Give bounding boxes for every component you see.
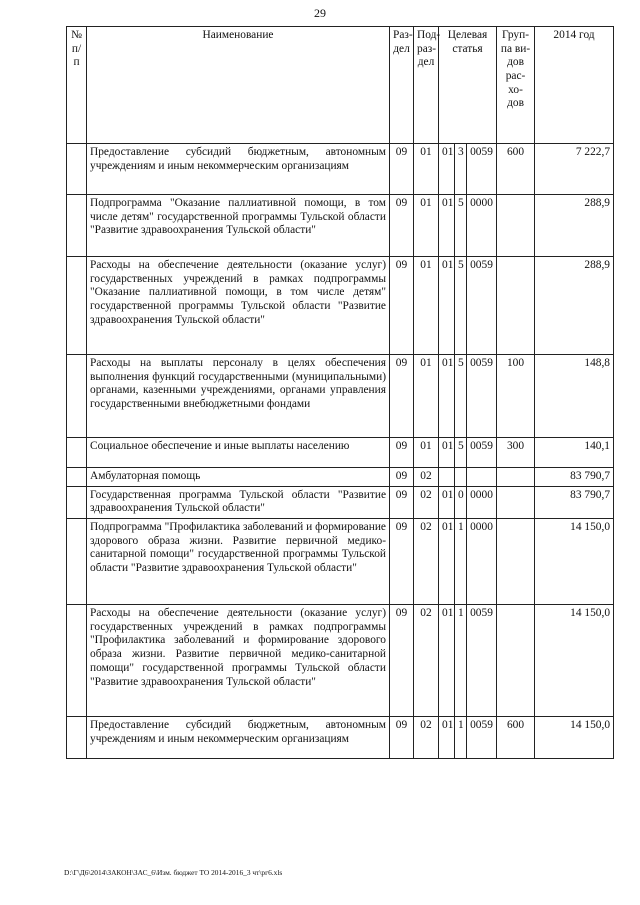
header-name: Наименование bbox=[87, 27, 390, 144]
row-target-1: 01 bbox=[439, 717, 455, 759]
row-target-3: 0059 bbox=[467, 257, 497, 355]
row-target-3: 0059 bbox=[467, 144, 497, 195]
row-target-1: 01 bbox=[439, 438, 455, 468]
row-amount: 14 150,0 bbox=[535, 519, 614, 605]
row-podrazdel: 01 bbox=[414, 195, 439, 257]
row-amount: 83 790,7 bbox=[535, 486, 614, 518]
row-target-2: 0 bbox=[455, 486, 467, 518]
row-razdel: 09 bbox=[390, 486, 414, 518]
row-name: Государственная программа Тульской области "Развитие здравоохранения Тульской области" bbox=[87, 486, 390, 518]
budget-table bbox=[66, 26, 614, 759]
row-target-1: 01 bbox=[439, 486, 455, 518]
row-num-cell bbox=[67, 519, 87, 605]
row-group bbox=[497, 468, 535, 487]
row-target-1: 01 bbox=[439, 195, 455, 257]
row-target-2: 1 bbox=[455, 717, 467, 759]
table-row bbox=[67, 195, 614, 257]
row-name: Расходы на обеспечение деятельности (оказание услуг) государственных учреждений в рамках подпрограммы "Профилактика заболеваний и формирование здорового образа жизни. Развитие первичной медико-санитарной помощи" государственной программы Тульской области "Развитие здравоохранения Тульской области" bbox=[87, 605, 390, 717]
row-razdel: 09 bbox=[390, 468, 414, 487]
table-row bbox=[67, 605, 614, 717]
row-target-2: 5 bbox=[455, 438, 467, 468]
row-target-3: 0059 bbox=[467, 355, 497, 438]
row-podrazdel: 02 bbox=[414, 717, 439, 759]
row-podrazdel: 02 bbox=[414, 468, 439, 487]
header-podrazdel: Под-раз-дел bbox=[414, 27, 439, 144]
row-num-cell bbox=[67, 605, 87, 717]
header-row bbox=[67, 27, 614, 144]
row-num-cell bbox=[67, 257, 87, 355]
row-podrazdel: 01 bbox=[414, 144, 439, 195]
table-row bbox=[67, 438, 614, 468]
row-group: 100 bbox=[497, 355, 535, 438]
row-target-1: 01 bbox=[439, 257, 455, 355]
row-target-1 bbox=[439, 468, 455, 487]
header-target: Целевая статья bbox=[439, 27, 497, 144]
row-target-2: 5 bbox=[455, 355, 467, 438]
row-group bbox=[497, 486, 535, 518]
row-target-2 bbox=[455, 468, 467, 487]
row-razdel: 09 bbox=[390, 519, 414, 605]
row-target-1: 01 bbox=[439, 144, 455, 195]
row-target-2: 3 bbox=[455, 144, 467, 195]
row-podrazdel: 01 bbox=[414, 257, 439, 355]
row-podrazdel: 02 bbox=[414, 486, 439, 518]
row-name: Подпрограмма "Оказание паллиативной помощи, в том числе детям" государственной программы Тульской области "Развитие здравоохранения Тульской области" bbox=[87, 195, 390, 257]
row-amount: 140,1 bbox=[535, 438, 614, 468]
row-target-2: 1 bbox=[455, 605, 467, 717]
table-body bbox=[67, 144, 614, 759]
row-num-cell bbox=[67, 195, 87, 257]
row-num-cell bbox=[67, 486, 87, 518]
row-name: Предоставление субсидий бюджетным, автономным учреждениям и иным некоммерческим организациям bbox=[87, 717, 390, 759]
row-group: 600 bbox=[497, 144, 535, 195]
row-razdel: 09 bbox=[390, 355, 414, 438]
row-group bbox=[497, 257, 535, 355]
row-name: Подпрограмма "Профилактика заболеваний и формирование здорового образа жизни. Развитие первичной медико-санитарной помощи" государственной программы Тульской области "Развитие здравоохранения Тульской области" bbox=[87, 519, 390, 605]
row-name: Расходы на выплаты персоналу в целях обеспечения выполнения функций государственными (муниципальными) органами, казенными учреждениями, органами управления государственными внебюджетными фондами bbox=[87, 355, 390, 438]
page-number: 29 bbox=[314, 6, 326, 20]
row-podrazdel: 01 bbox=[414, 438, 439, 468]
row-amount: 14 150,0 bbox=[535, 717, 614, 759]
row-num-cell bbox=[67, 144, 87, 195]
table-row bbox=[67, 257, 614, 355]
row-target-2: 1 bbox=[455, 519, 467, 605]
row-group bbox=[497, 195, 535, 257]
row-name: Предоставление субсидий бюджетным, автономным учреждениям и иным некоммерческим организациям bbox=[87, 144, 390, 195]
header-group: Груп-па ви-дов рас-хо-дов bbox=[497, 27, 535, 144]
row-amount: 83 790,7 bbox=[535, 468, 614, 487]
table-row bbox=[67, 717, 614, 759]
row-target-1: 01 bbox=[439, 519, 455, 605]
row-razdel: 09 bbox=[390, 257, 414, 355]
row-num-cell bbox=[67, 468, 87, 487]
row-target-1: 01 bbox=[439, 605, 455, 717]
row-group: 300 bbox=[497, 438, 535, 468]
row-podrazdel: 01 bbox=[414, 355, 439, 438]
file-path-footer: D:\Г\Д6\2014\ЗАКОН\ЗАС_6\Изм. бюджет ТО 2014-2016_3 чт\рг6.xls bbox=[64, 868, 283, 877]
header-year: 2014 год bbox=[535, 27, 614, 144]
row-num-cell bbox=[67, 355, 87, 438]
row-target-3: 0059 bbox=[467, 717, 497, 759]
row-razdel: 09 bbox=[390, 438, 414, 468]
row-group bbox=[497, 605, 535, 717]
row-name: Расходы на обеспечение деятельности (оказание услуг) государственных учреждений в рамках подпрограммы "Оказание паллиативной помощи, в том числе детям" государственной программы Тульской области "Развитие здравоохранения Тульской области" bbox=[87, 257, 390, 355]
row-razdel: 09 bbox=[390, 144, 414, 195]
table-row bbox=[67, 144, 614, 195]
row-target-2: 5 bbox=[455, 195, 467, 257]
row-target-3: 0000 bbox=[467, 519, 497, 605]
row-num-cell bbox=[67, 717, 87, 759]
table-row bbox=[67, 519, 614, 605]
row-amount: 14 150,0 bbox=[535, 605, 614, 717]
table-row bbox=[67, 486, 614, 518]
row-group bbox=[497, 519, 535, 605]
row-razdel: 09 bbox=[390, 605, 414, 717]
row-podrazdel: 02 bbox=[414, 519, 439, 605]
table-row bbox=[67, 468, 614, 487]
header-num: № п/п bbox=[67, 27, 87, 144]
row-target-3: 0059 bbox=[467, 605, 497, 717]
row-target-3: 0000 bbox=[467, 195, 497, 257]
row-group: 600 bbox=[497, 717, 535, 759]
row-target-1: 01 bbox=[439, 355, 455, 438]
row-target-3: 0000 bbox=[467, 486, 497, 518]
row-target-3: 0059 bbox=[467, 438, 497, 468]
row-name: Амбулаторная помощь bbox=[87, 468, 390, 487]
row-target-2: 5 bbox=[455, 257, 467, 355]
header-razdel: Раз-дел bbox=[390, 27, 414, 144]
row-amount: 288,9 bbox=[535, 195, 614, 257]
row-amount: 288,9 bbox=[535, 257, 614, 355]
row-amount: 148,8 bbox=[535, 355, 614, 438]
row-razdel: 09 bbox=[390, 717, 414, 759]
row-name: Социальное обеспечение и иные выплаты населению bbox=[87, 438, 390, 468]
table-row bbox=[67, 355, 614, 438]
row-razdel: 09 bbox=[390, 195, 414, 257]
row-podrazdel: 02 bbox=[414, 605, 439, 717]
row-amount: 7 222,7 bbox=[535, 144, 614, 195]
row-target-3 bbox=[467, 468, 497, 487]
row-num-cell bbox=[67, 438, 87, 468]
